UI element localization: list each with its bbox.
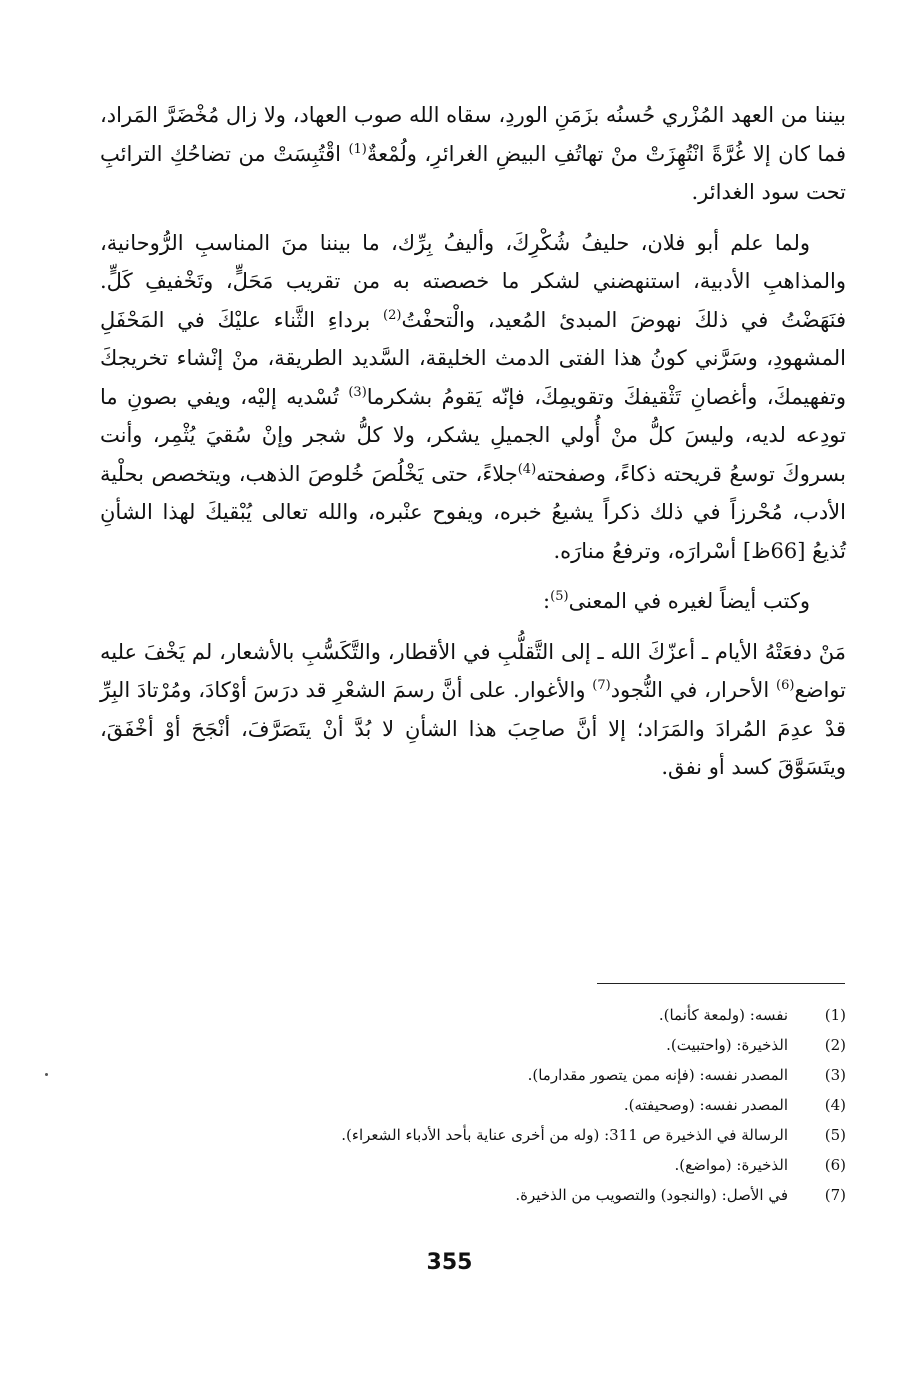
footnote-text: الذخيرة: (واحتبيت). — [666, 1036, 788, 1054]
footnotes-list — [100, 1000, 846, 1210]
footnote-item — [100, 1180, 846, 1210]
footnote-marker: (2) — [383, 307, 402, 323]
footnote-divider — [597, 983, 845, 984]
footnote-number: (2) — [824, 1036, 846, 1054]
paragraph — [100, 224, 846, 571]
paragraph-text: ولما علم أبو فلان، حليفُ شُكْرِكَ، وأليفُ بِرِّك، ما بيننا منَ المناسبِ الرُّوحانية، والمذاهبِ الأدبية، استنهضني لشكر ما خصصته به من تقريب مَحَلٍّ، وتَخْفيفِ كَلٍّ. فنَهَضْتُ في ذلكَ نهوضَ المبدئ المُعيد، والْتحفْتُ — [100, 230, 846, 332]
footnote-marker: (3) — [348, 384, 367, 400]
footnote-text: نفسه: (ولمعة كأنما). — [658, 1006, 788, 1024]
page-number: 355 — [426, 1250, 473, 1275]
paragraph-text: وكتب أيضاً لغيره في المعنى — [568, 589, 810, 613]
footnote-marker: (5) — [550, 589, 569, 604]
footnote-number: (5) — [824, 1126, 846, 1144]
paragraph — [100, 633, 846, 787]
scan-speck — [45, 1073, 48, 1076]
paragraph-text: اقْتُبِسَتْ من تضاحُكِ الترائبِ تحت سود الغدائر. — [100, 141, 846, 204]
footnote-item — [100, 1150, 846, 1180]
footnote-number: (4) — [824, 1096, 846, 1114]
paragraph-text: بيننا من العهد المُزْري حُسنُه بزَمَنِ الوردِ، سقاه الله صوب العهاد، ولا زال مُخْضَرَّ المَراد، فما كان إلا غُرَّةً انْتُهِزَتْ منْ تهاتُفِ البيضِ الغرائرِ، ولُمْعةٌ — [100, 103, 846, 166]
footnote-text: في الأصل: (والنجود) والتصويب من الذخيرة. — [515, 1186, 788, 1204]
footnote-number: (7) — [824, 1186, 846, 1204]
footnote-number: (6) — [824, 1156, 846, 1174]
footnote-number: (3) — [824, 1066, 846, 1084]
footnote-marker: (1) — [348, 141, 367, 157]
paragraph — [100, 582, 846, 621]
footnote-item — [100, 1060, 846, 1090]
paragraph-text: جلاءً، حتى يَخْلُصَ خُلوصَ الذهب، ويتخصص بحلْية الأدب، مُحْرزاً في ذلك ذكراً يشيعُ خبره، ويفوح عنْبره، والله تعالى يُبْقيكَ لهذا الشأنِ تُذيعُ [66ظ] أسْرارَه، وترفعُ منارَه. — [100, 461, 846, 563]
paragraph-text: الأحرار، في النُّجود — [610, 678, 777, 702]
paragraph-text: برداءِ الثَّناء عليْكَ في المَحْفَلِ المشهودِ، وسَرَّني كونُ هذا الفتى الدمث الخليقة، السَّديد الطريقة، منْ إنْشاء تخريجكَ وتفهيمكَ، وأغصانِ تَثْقيفكَ وتقويمِكَ، فإنّه يَقومُ بشكرما — [100, 307, 846, 409]
paragraph-text: والأغوار. على أنَّ رسمَ الشعْرِ قد درَسَ أوْكادَ، ومُرْتادَ البِرِّ قدْ عدِمَ المُرادَ والمَرَاد؛ إلا أنَّ صاحِبَ هذا الشأنِ لا بُدَّ أنْ يتَصَرَّفَ، أنْجَحَ أوْ أخْفَقَ، ويتَسَوَّقَ كسد أو نفق. — [100, 678, 846, 779]
footnote-text: الذخيرة: (مواضع). — [674, 1156, 788, 1174]
footnote-item — [100, 1090, 846, 1120]
footnote-marker: (6) — [776, 678, 795, 693]
paragraph — [100, 96, 846, 212]
footnote-item — [100, 1000, 846, 1030]
footnote-marker: (4) — [517, 461, 537, 477]
paragraph-text: : — [543, 589, 551, 613]
footnote-text: المصدر نفسه: (فإنه ممن يتصور مقدارما). — [527, 1066, 788, 1084]
footnote-text: المصدر نفسه: (وصحيفته). — [623, 1096, 788, 1114]
footnote-number: (1) — [824, 1006, 846, 1024]
paragraph-text: تُسْديه إليْه، ويفي بصونِ ما تودِعه لديه، وليسَ كلُّ منْ أُولي الجميلِ يشكر، ولا كلُّ شجر وإنْ سُقيَ يُثْمِر، وأنت بسروكَ توسعُ قريحته ذكاءً، وصفحته — [100, 384, 846, 486]
footnote-item — [100, 1120, 846, 1150]
footnote-text: الرسالة في الذخيرة ص 311: (وله من أخرى عناية بأحد الأدباء الشعراء). — [341, 1126, 788, 1144]
main-text — [100, 96, 846, 787]
footnote-item — [100, 1030, 846, 1060]
footnote-marker: (7) — [592, 678, 611, 693]
paragraph-text: مَنْ دفعَتْهُ الأيام ـ أعزّكَ الله ـ إلى التَّقلُّبِ في الأقطار، والتَّكَسُّبِ بالأشعار، لم يَخْفَ عليه تواضع — [100, 639, 846, 702]
